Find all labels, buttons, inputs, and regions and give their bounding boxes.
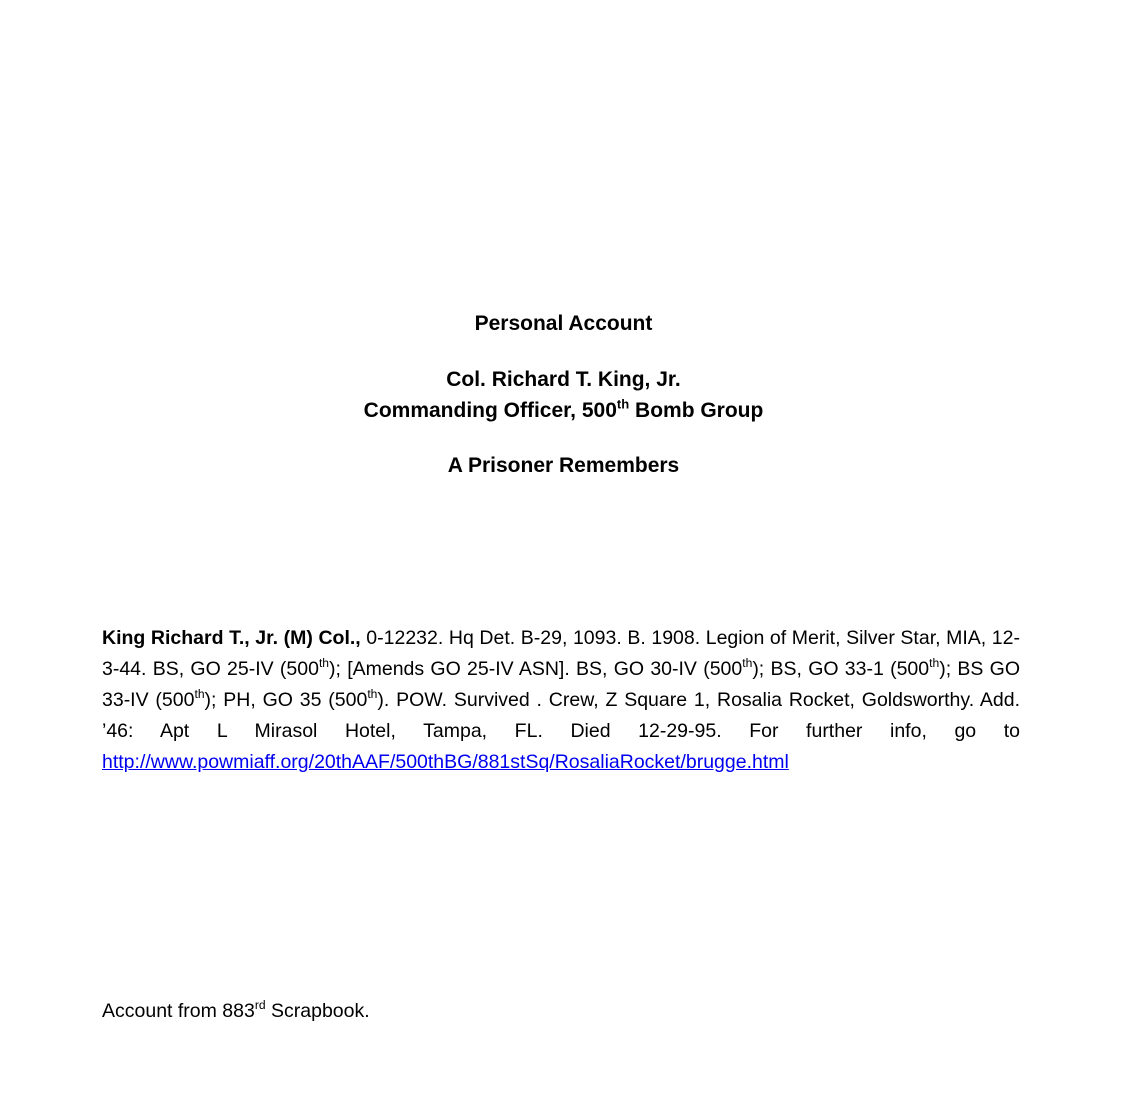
entry-sup: th bbox=[194, 687, 205, 702]
document-subtitle: A Prisoner Remembers bbox=[447, 454, 680, 477]
entry-sup: th bbox=[742, 656, 753, 671]
entry-text: ); BS, GO 33-1 (500 bbox=[752, 658, 930, 680]
footer-suffix: Scrapbook. bbox=[265, 1000, 370, 1022]
entry-sup: th bbox=[929, 656, 940, 671]
entry-text: ). POW. Survived . Crew, Z Square 1, Rosalia Rocket, Goldsworthy. Add. ’46: Apt L Mirasol Hotel, Tampa, FL. Died 12-29-95. For further info, go to bbox=[102, 689, 1020, 742]
source-footer bbox=[102, 996, 370, 1027]
subject-role-suffix: Bomb Group bbox=[629, 399, 764, 422]
entry-name: King Richard T., Jr. (M) Col., bbox=[102, 627, 361, 649]
subject-name: Col. Richard T. King, Jr. bbox=[446, 368, 681, 391]
footer-prefix: Account from 883 bbox=[102, 1000, 255, 1022]
subject-block bbox=[0, 364, 1127, 426]
biography-entry bbox=[102, 623, 1020, 778]
subject-role-prefix: Commanding Officer, 500 bbox=[363, 399, 617, 422]
footer-sup: rd bbox=[254, 998, 266, 1013]
entry-text: ); BS GO 33-IV (500 bbox=[102, 658, 1020, 711]
subject-role-sup: th bbox=[616, 396, 630, 412]
entry-text: ); [Amends GO 25-IV ASN]. BS, GO 30-IV (500 bbox=[329, 658, 743, 680]
subject-role bbox=[0, 395, 1127, 426]
entry-sup: th bbox=[367, 687, 378, 702]
entry-text: 0-12232. Hq Det. B-29, 1093. B. 1908. Legion of Merit, Silver Star, MIA, 12-3-44. BS, GO 25-IV (500 bbox=[102, 627, 1020, 680]
entry-sup: th bbox=[318, 656, 330, 671]
further-info-link[interactable]: http://www.powmiaff.org/20thAAF/500thBG/881stSq/RosaliaRocket/brugge.html bbox=[102, 751, 789, 773]
document-heading: Personal Account bbox=[474, 312, 653, 335]
entry-text: ); PH, GO 35 (500 bbox=[204, 689, 368, 711]
